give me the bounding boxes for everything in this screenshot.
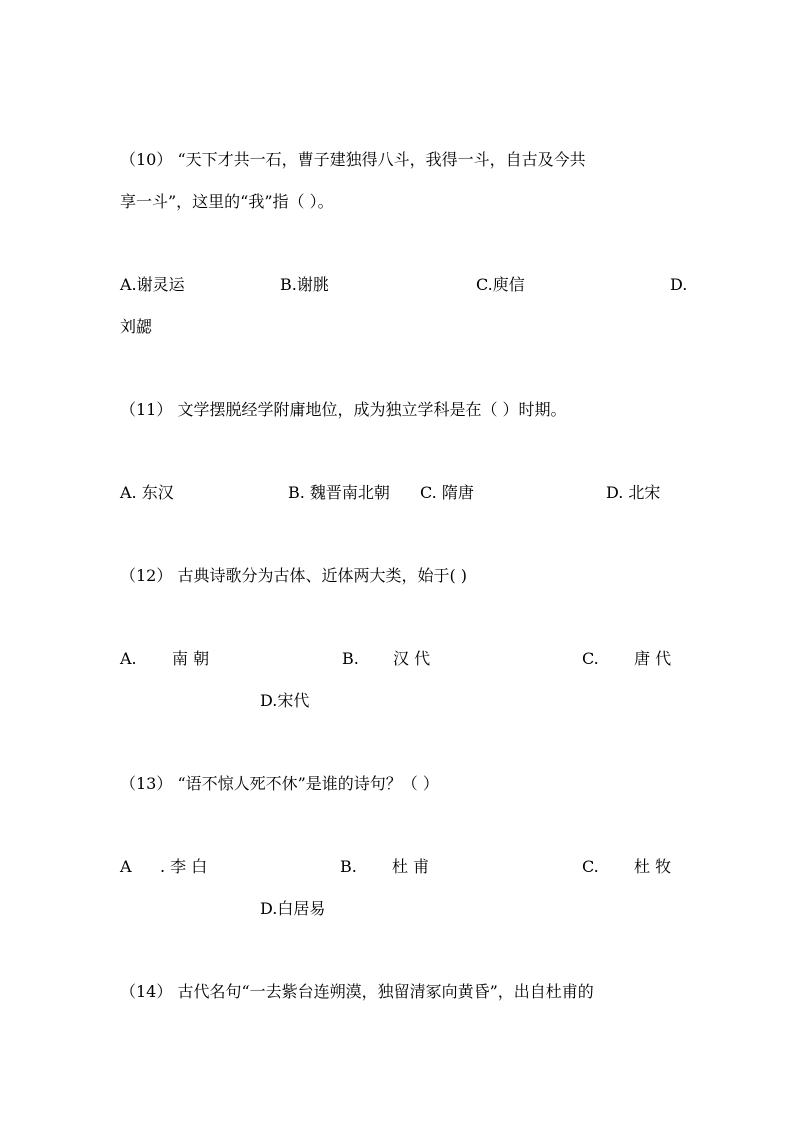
question-11-option-d: D. 北宋 bbox=[606, 483, 661, 502]
question-13-option-b-label: B. bbox=[340, 857, 357, 876]
question-12-option-d: D.宋代 bbox=[260, 691, 310, 710]
question-12-option-c-label: C. bbox=[582, 649, 599, 668]
question-10-option-c: C.庾信 bbox=[476, 275, 525, 294]
question-13-line-1: （13） “语不惊人死不休”是谁的诗句？（ ） bbox=[120, 774, 439, 793]
question-10-option-b: B.谢朓 bbox=[280, 275, 329, 294]
question-11-option-b: B. 魏晋南北朝 bbox=[288, 483, 390, 502]
question-12-option-a-text: 南 朝 bbox=[172, 649, 210, 668]
question-12-line-1: （12） 古典诗歌分为古体、近体两大类，始于( ) bbox=[120, 566, 468, 585]
question-12-option-b-label: B. bbox=[342, 649, 359, 668]
question-10-option-d-label: D. bbox=[670, 275, 688, 294]
question-13-option-c-text: 杜 牧 bbox=[634, 857, 672, 876]
question-13-option-b-text: 杜 甫 bbox=[392, 857, 430, 876]
question-12-option-a-label: A. bbox=[120, 649, 137, 668]
question-10-line-1: （10） “天下才共一石，曹子建独得八斗，我得一斗，自古及今共 bbox=[120, 150, 586, 169]
question-13-option-c-label: C. bbox=[582, 857, 599, 876]
question-13-option-a-text: . 李 白 bbox=[160, 857, 208, 876]
question-14-line-1: （14） 古代名句“一去紫台连朔漠，独留清冢向黄昏”，出自杜甫的 bbox=[120, 982, 594, 1001]
question-11-option-c: C. 隋唐 bbox=[420, 483, 474, 502]
question-10-line-2: 享一斗”，这里的“我”指（ ）。 bbox=[120, 192, 334, 211]
question-12-option-c-text: 唐 代 bbox=[634, 649, 672, 668]
question-12-option-b-text: 汉 代 bbox=[393, 649, 431, 668]
question-13-option-d: D.白居易 bbox=[260, 899, 326, 918]
question-10-option-d-text: 刘勰 bbox=[120, 317, 153, 336]
question-11-line-1: （11） 文学摆脱经学附庸地位，成为独立学科是在（ ）时期。 bbox=[120, 400, 567, 419]
question-11-option-a: A. 东汉 bbox=[120, 483, 174, 502]
question-10-option-a: A.谢灵运 bbox=[120, 275, 185, 294]
question-13-option-a-label: A bbox=[120, 857, 132, 876]
